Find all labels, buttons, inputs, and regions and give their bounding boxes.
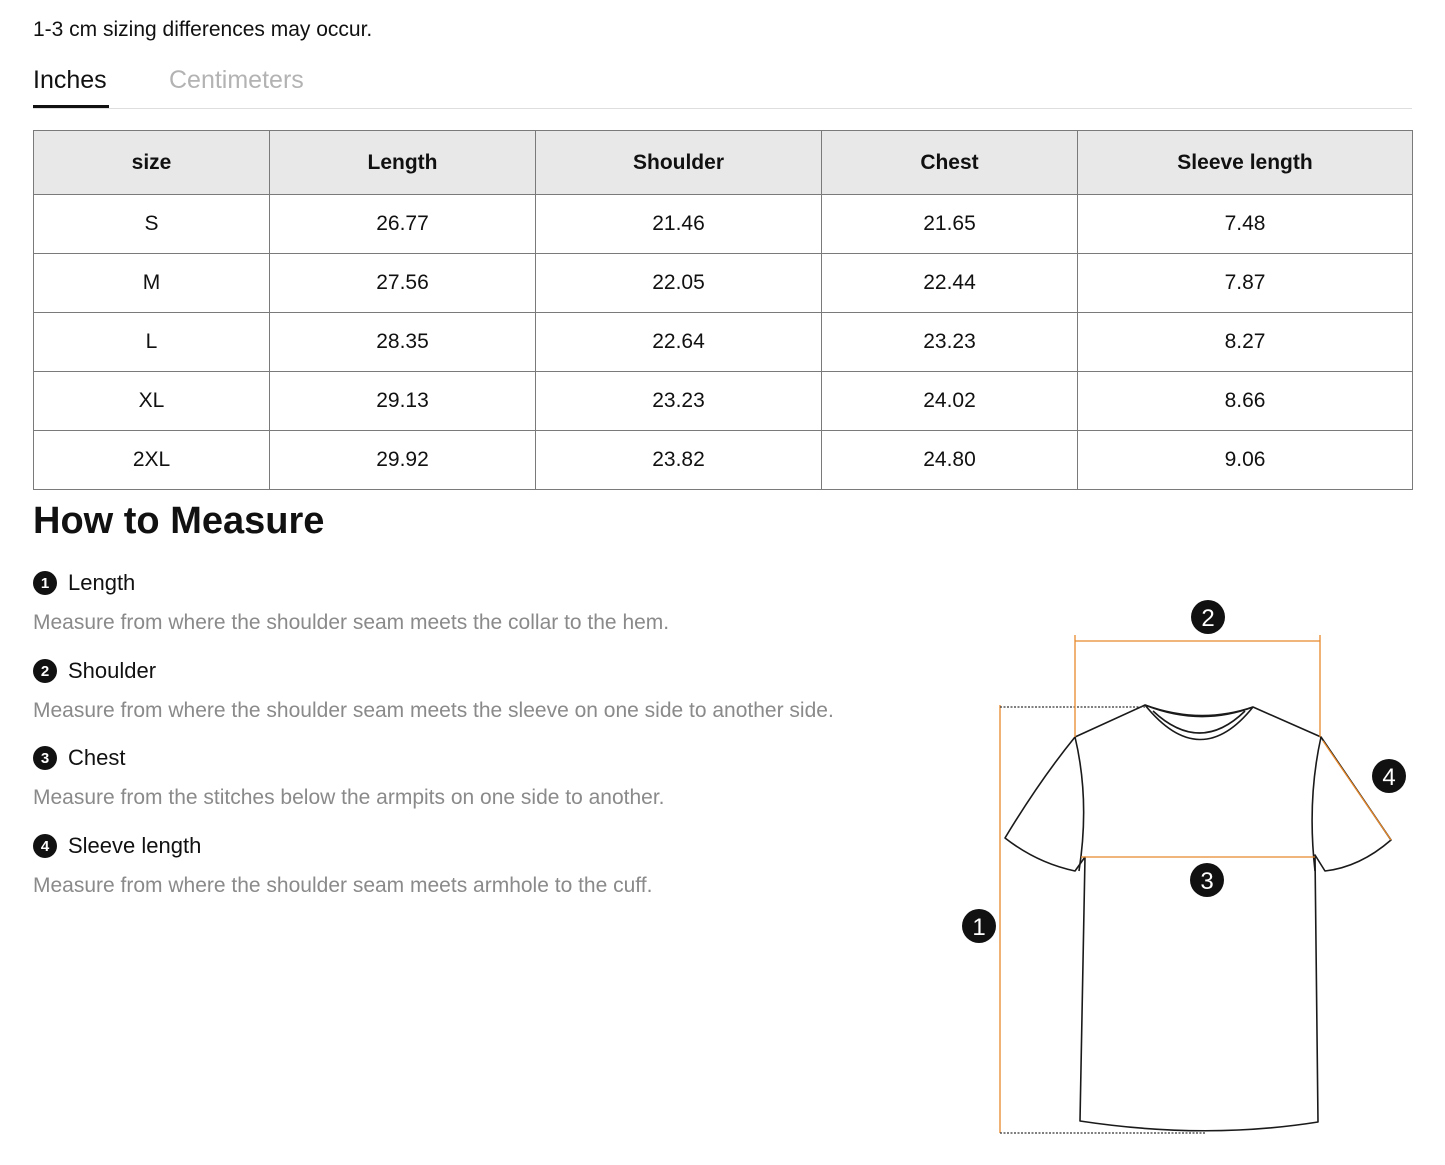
unit-tabs bbox=[33, 62, 1412, 109]
step-description: Measure from where the shoulder seam meets armhole to the cuff. bbox=[33, 874, 653, 897]
cell-length: 29.92 bbox=[270, 431, 536, 490]
cell-length: 26.77 bbox=[270, 195, 536, 254]
tab-inches[interactable]: Inches bbox=[33, 62, 109, 108]
cell-chest: 24.80 bbox=[822, 431, 1078, 490]
number-3-icon bbox=[1190, 863, 1224, 897]
cell-sleeve-length: 7.87 bbox=[1078, 254, 1413, 313]
header-length: Length bbox=[270, 131, 536, 195]
cell-sleeve-length: 8.66 bbox=[1078, 372, 1413, 431]
step-name: Shoulder bbox=[68, 658, 157, 683]
cell-length: 28.35 bbox=[270, 313, 536, 372]
cell-shoulder: 22.64 bbox=[536, 313, 822, 372]
header-shoulder: Shoulder bbox=[536, 131, 822, 195]
cell-sleeve-length: 9.06 bbox=[1078, 431, 1413, 490]
cell-shoulder: 21.46 bbox=[536, 195, 822, 254]
header-sleeve-length: Sleeve length bbox=[1078, 131, 1413, 195]
header-size: size bbox=[34, 131, 270, 195]
number-2-icon bbox=[1191, 600, 1225, 634]
cell-size: XL bbox=[34, 372, 270, 431]
cell-size: S bbox=[34, 195, 270, 254]
cell-length: 27.56 bbox=[270, 254, 536, 313]
cell-length: 29.13 bbox=[270, 372, 536, 431]
tab-centimeters[interactable]: Centimeters bbox=[169, 66, 304, 94]
table-row bbox=[34, 431, 1413, 490]
tshirt-outline-icon bbox=[1005, 705, 1391, 1131]
cell-size: 2XL bbox=[34, 431, 270, 490]
cell-size: M bbox=[34, 254, 270, 313]
cell-shoulder: 23.23 bbox=[536, 372, 822, 431]
step-name: Sleeve length bbox=[68, 833, 202, 858]
step-header bbox=[33, 656, 834, 686]
table-header-row bbox=[34, 131, 1413, 195]
cell-chest: 24.02 bbox=[822, 372, 1078, 431]
step-sleeve-length bbox=[33, 831, 652, 898]
step-description: Measure from where the shoulder seam meets the collar to the hem. bbox=[33, 611, 670, 634]
cell-size: L bbox=[34, 313, 270, 372]
step-shoulder bbox=[33, 656, 834, 723]
number-1-icon bbox=[962, 909, 996, 943]
number-4-icon: 4 bbox=[33, 834, 57, 858]
table-row bbox=[34, 313, 1413, 372]
step-description: Measure from the stitches below the armpits on one side to another. bbox=[33, 786, 665, 809]
sizing-note: 1-3 cm sizing differences may occur. bbox=[33, 18, 373, 41]
cell-sleeve-length: 8.27 bbox=[1078, 313, 1413, 372]
number-4-icon bbox=[1372, 759, 1406, 793]
table-row bbox=[34, 372, 1413, 431]
step-header bbox=[33, 831, 652, 861]
marker-2-label: 2 bbox=[1201, 605, 1215, 632]
number-2-icon: 2 bbox=[33, 659, 57, 683]
table-row bbox=[34, 254, 1413, 313]
marker-4-label: 4 bbox=[1382, 764, 1396, 791]
table-row bbox=[34, 195, 1413, 254]
cell-chest: 22.44 bbox=[822, 254, 1078, 313]
number-3-icon: 3 bbox=[33, 746, 57, 770]
tshirt-measure-diagram bbox=[955, 595, 1415, 1155]
size-chart-table bbox=[33, 130, 1413, 490]
step-length bbox=[33, 568, 669, 635]
cell-chest: 21.65 bbox=[822, 195, 1078, 254]
how-to-measure-title: How to Measure bbox=[33, 500, 325, 542]
marker-1-label: 1 bbox=[972, 914, 986, 941]
step-header bbox=[33, 743, 665, 773]
cell-chest: 23.23 bbox=[822, 313, 1078, 372]
header-chest: Chest bbox=[822, 131, 1078, 195]
cell-shoulder: 22.05 bbox=[536, 254, 822, 313]
step-name: Chest bbox=[68, 745, 126, 770]
marker-3-label: 3 bbox=[1200, 868, 1214, 895]
step-name: Length bbox=[68, 570, 136, 595]
step-description: Measure from where the shoulder seam meets the sleeve on one side to another side. bbox=[33, 699, 834, 722]
number-1-icon: 1 bbox=[33, 571, 57, 595]
step-header bbox=[33, 568, 669, 598]
cell-sleeve-length: 7.48 bbox=[1078, 195, 1413, 254]
step-chest bbox=[33, 743, 665, 810]
cell-shoulder: 23.82 bbox=[536, 431, 822, 490]
